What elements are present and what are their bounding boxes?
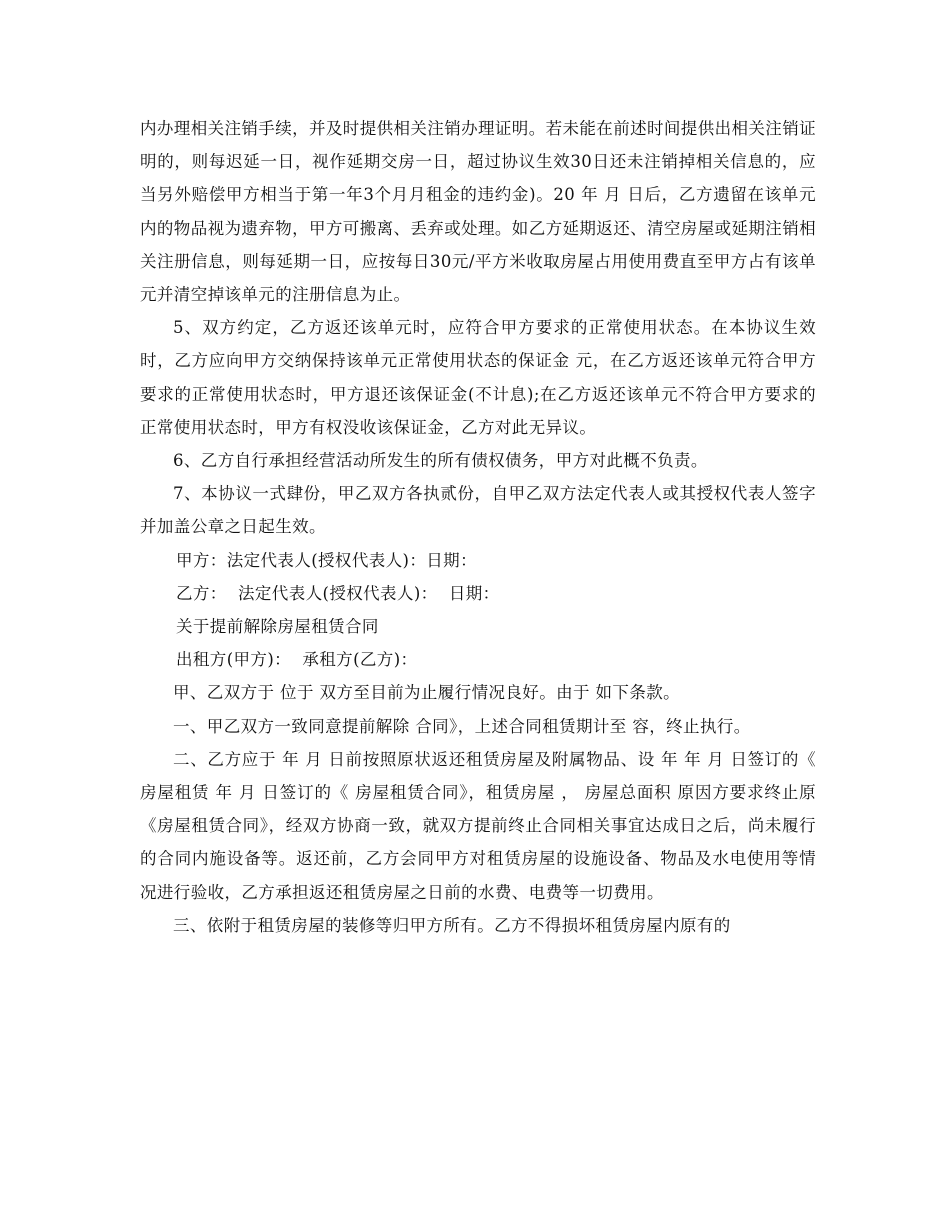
paragraph-termination-deregistration: 内办理相关注销手续，并及时提供相关注销办理证明。若未能在前述时间提供出相关注销证明的，则每迟延一日，视作延期交房一日，超过协议生效30日还未注销掉相关信息的，应当另外赔偿甲方相当于第一年3个月月租金的违约金)。20 年 月 日后，乙方遗留在该单元内的物品视为遗弃物，甲方可搬离、丢弃或处理。如乙方延期返还、清空房屋或延期注销相关注册信息，则每延期一日，应按每日30元/平方米收取房屋占用使用费直至甲方占有该单元并清空掉该单元的注册信息为止。 [140,119,816,305]
signature-line-party-b: 乙方： 法定代表人(授权代表人)： 日期： [176,583,500,603]
paragraph-article-2: 二、乙方应于 年 月 日前按照原状返还租赁房屋及附属物品、设 年 年 月 日签订的《 房屋租赁 年 月 日签订的《 房屋租赁合同》，租赁房屋 ， 房屋总面积 原因方要求终止原《房屋租赁合同》，经双方协商一致，就双方提前终止合同相关事宜达成日之后，尚未履行的合同内施设备等。返还前，乙方会同甲方对租赁房屋的设施设备、物品及水电使用等情 况进行验收，乙方承担返还租赁房屋之日前的水费、电费等一切费用。 [140,749,816,902]
parties-line: 出租方(甲方)： 承租方(乙方)： [176,650,418,670]
paragraph-article-1: 一、甲乙双方一致同意提前解除 合同》，上述合同租赁期计至 容，终止执行。 [173,716,751,736]
paragraph-article-3: 三、依附于租赁房屋的装修等归甲方所有。乙方不得损坏租赁房屋内原有的 [173,915,731,935]
document-page [140,112,816,942]
paragraph-clause-5-deposit: 5、双方约定，乙方返还该单元时，应符合甲方要求的正常使用状态。在本协议生效时，乙方应向甲方交纳保持该单元正常使用状态的保证金 元，在乙方返还该单元符合甲方要求的正常使用状态时，甲方退还该保证金(不计息);在乙方返还该单元不符合甲方要求的正常使用状态时，甲方有权没收该保证金，乙方对此无异议。 [140,318,816,437]
signature-line-party-a: 甲方：法定代表人(授权代表人)：日期： [176,550,477,570]
section-title: 关于提前解除房屋租赁合同 [176,617,379,637]
paragraph-intro: 甲、乙双方于 位于 双方至目前为止履行情况良好。由于 如下条款。 [173,683,681,703]
paragraph-clause-7-effect: 7、本协议一式肆份，甲乙双方各执贰份，自甲乙双方法定代表人或其授权代表人签字并加盖公章之日起生效。 [140,484,816,537]
paragraph-clause-6-debts: 6、乙方自行承担经营活动所发生的所有债权债务，甲方对此概不负责。 [173,451,708,471]
